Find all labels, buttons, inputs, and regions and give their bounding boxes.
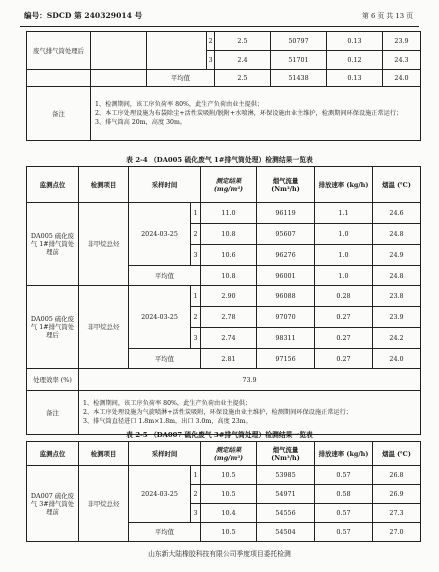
- run-no: 3: [207, 51, 215, 70]
- conc-cell: 10.8: [201, 224, 257, 245]
- run-no: 2: [191, 485, 201, 504]
- temp-cell: 24.9: [373, 245, 421, 266]
- efficiency-label: 处理效率 (%): [27, 369, 79, 391]
- date-cell: [147, 32, 207, 70]
- avg-temp: 24.8: [373, 266, 421, 286]
- remark-line: 1、检测期间，该工序负荷率 80%，此生产负荷由业主提供；: [83, 399, 252, 407]
- col-conc: 测定结果 (mg/m³): [201, 167, 257, 203]
- flow-cell: 50797: [271, 32, 327, 51]
- item-cell: [91, 32, 147, 70]
- rate-cell: 0.28: [315, 286, 373, 307]
- table-2-4-caption: 表 2-4 （DA005 硫化废气 1#排气筒处理）检测结果一览表: [126, 156, 313, 164]
- conc-cell: 10.5: [201, 485, 257, 504]
- temp-cell: 24.3: [383, 51, 421, 70]
- remarks-label: 备注: [27, 87, 91, 141]
- point-cell: DA005 硫化废气 1#排气筒处理前: [27, 203, 79, 286]
- run-no: 3: [191, 504, 201, 523]
- run-no: 1: [191, 203, 201, 224]
- col-flow: 烟气流量 (Nm³/h): [257, 167, 315, 203]
- flow-cell: 51701: [271, 51, 327, 70]
- run-no: 3: [191, 245, 201, 266]
- avg-rate: 0.27: [315, 349, 373, 369]
- remarks-label: 备注: [27, 391, 79, 435]
- flow-cell: 96119: [257, 203, 315, 224]
- point-cell: DA007 硫化废气 3#排气筒处理前: [27, 466, 79, 542]
- rate-cell: 0.12: [327, 51, 383, 70]
- page-number: 第 6 页 共 13 页: [362, 12, 413, 20]
- conc-cell: 2.4: [215, 51, 271, 70]
- remark-line: 3、排气筒直径进口 1.8m×1.8m，出口 3.0m，高度 23m。: [83, 418, 252, 426]
- col-item: 检测项目: [79, 442, 129, 466]
- temp-cell: 24.8: [373, 224, 421, 245]
- temp-cell: 26.9: [373, 485, 421, 504]
- date-cell: 2024-03-25: [129, 466, 191, 523]
- table-2-4: [26, 166, 421, 435]
- temp-cell: 26.8: [373, 466, 421, 485]
- temp-cell: 23.9: [373, 307, 421, 328]
- avg-conc: 10.5: [201, 523, 257, 542]
- report-number: 编号：SDCD 第 240329014 号: [24, 11, 143, 20]
- conc-cell: 2.78: [201, 307, 257, 328]
- run-no: 2: [207, 32, 215, 51]
- conc-cell: 10.5: [201, 466, 257, 485]
- run-no: 2: [191, 307, 201, 328]
- col-conc: 测定结果 (mg/m³): [201, 442, 257, 466]
- temp-cell: 24.2: [373, 328, 421, 349]
- remark-line: 2、本工序处理设施为布袋除尘+活性炭吸附/脱附+水喷淋，环保设施由业主维护，检测期间环保设施正常运行；: [95, 109, 403, 117]
- avg-rate: 1.0: [315, 266, 373, 286]
- avg-flow: 51438: [271, 70, 327, 87]
- remark-line: 2、本工序处理设施为气旋喷淋+活性炭吸附，环保设施由业主维护，检测期间环保设施正常运行；: [83, 408, 352, 416]
- flow-cell: 96276: [257, 245, 315, 266]
- temp-cell: 27.3: [373, 504, 421, 523]
- avg-temp: 24.0: [383, 70, 421, 87]
- remarks-text: [91, 87, 421, 141]
- header-rule: [20, 26, 419, 27]
- efficiency-value: 73.9: [79, 369, 421, 391]
- page-header: [20, 4, 419, 26]
- remark-line: 3、排气筒高 20m，高度 30m。: [95, 119, 187, 127]
- rate-cell: 0.57: [315, 504, 373, 523]
- col-flow: 烟气流量 (Nm³/h): [257, 442, 315, 466]
- date-cell: 2024-03-25: [129, 203, 191, 266]
- conc-cell: 11.0: [201, 203, 257, 224]
- item-cell: 非甲烷总烃: [79, 466, 129, 542]
- conc-cell: 2.90: [201, 286, 257, 307]
- avg-label: 平均值: [129, 349, 201, 369]
- col-item: 检测项目: [79, 167, 129, 203]
- conc-cell: 2.74: [201, 328, 257, 349]
- flow-cell: 97070: [257, 307, 315, 328]
- page-footer: 山东新大陆橡胶科技有限公司季度项目委托检测: [148, 550, 291, 558]
- temp-cell: 24.6: [373, 203, 421, 224]
- remarks-text: [79, 391, 421, 435]
- flow-cell: 96088: [257, 286, 315, 307]
- point-cell: DA005 硫化废气 1#排气筒处理后: [27, 286, 79, 369]
- rate-cell: 1.0: [315, 245, 373, 266]
- col-time: 采样时间: [129, 167, 201, 203]
- col-point: 监测点位: [27, 167, 79, 203]
- avg-flow: 96001: [257, 266, 315, 286]
- avg-conc: 2.5: [215, 70, 271, 87]
- rate-cell: 0.58: [315, 485, 373, 504]
- rate-cell: 1.1: [315, 203, 373, 224]
- rate-cell: 0.57: [315, 466, 373, 485]
- table-2-5-caption: 表 2-5 （DA007 硫化废气 3#排气筒处理）检测结果一览表: [126, 431, 313, 439]
- conc-cell: 10.6: [201, 245, 257, 266]
- avg-label: 平均值: [147, 70, 215, 87]
- avg-temp: 27.0: [373, 523, 421, 542]
- flow-cell: 53985: [257, 466, 315, 485]
- rate-cell: 0.27: [315, 328, 373, 349]
- avg-temp: 24.0: [373, 349, 421, 369]
- avg-conc: 2.81: [201, 349, 257, 369]
- run-no: 1: [191, 466, 201, 485]
- avg-label: 平均值: [129, 523, 201, 542]
- rate-cell: 0.13: [327, 32, 383, 51]
- col-point: 监测点位: [27, 442, 79, 466]
- avg-flow: 97156: [257, 349, 315, 369]
- continued-table: [26, 31, 421, 141]
- avg-rate: 0.57: [315, 523, 373, 542]
- conc-cell: 2.5: [215, 32, 271, 51]
- item-cell-cont: [91, 70, 147, 87]
- rate-cell: 1.0: [315, 224, 373, 245]
- item-cell: 非甲烷总烃: [79, 286, 129, 369]
- item-cell: 非甲烷总烃: [79, 203, 129, 286]
- run-no: 3: [191, 328, 201, 349]
- flow-cell: 98311: [257, 328, 315, 349]
- avg-flow: 54504: [257, 523, 315, 542]
- temp-cell: 23.9: [383, 32, 421, 51]
- avg-label: 平均值: [129, 266, 201, 286]
- conc-cell: 10.4: [201, 504, 257, 523]
- rate-cell: 0.27: [315, 307, 373, 328]
- col-temp: 烟温 (℃): [373, 442, 421, 466]
- avg-conc: 10.8: [201, 266, 257, 286]
- flow-cell: 54971: [257, 485, 315, 504]
- run-no: 1: [191, 286, 201, 307]
- col-rate: 排放速率 (kg/h): [315, 167, 373, 203]
- col-rate: 排放速率 (kg/h): [315, 442, 373, 466]
- col-temp: 烟温 (℃): [373, 167, 421, 203]
- point-cell-cont: [27, 70, 91, 87]
- remark-line: 1、检测期间，该工序负荷率 80%，此生产负荷由业主提供；: [95, 100, 264, 108]
- temp-cell: 23.8: [373, 286, 421, 307]
- point-cell: 废气排气筒处理后: [27, 32, 91, 70]
- table-2-5: [26, 441, 421, 542]
- run-no: 2: [191, 224, 201, 245]
- date-cell: 2024-03-25: [129, 286, 191, 349]
- col-time: 采样时间: [129, 442, 201, 466]
- flow-cell: 54556: [257, 504, 315, 523]
- avg-rate: 0.13: [327, 70, 383, 87]
- flow-cell: 95607: [257, 224, 315, 245]
